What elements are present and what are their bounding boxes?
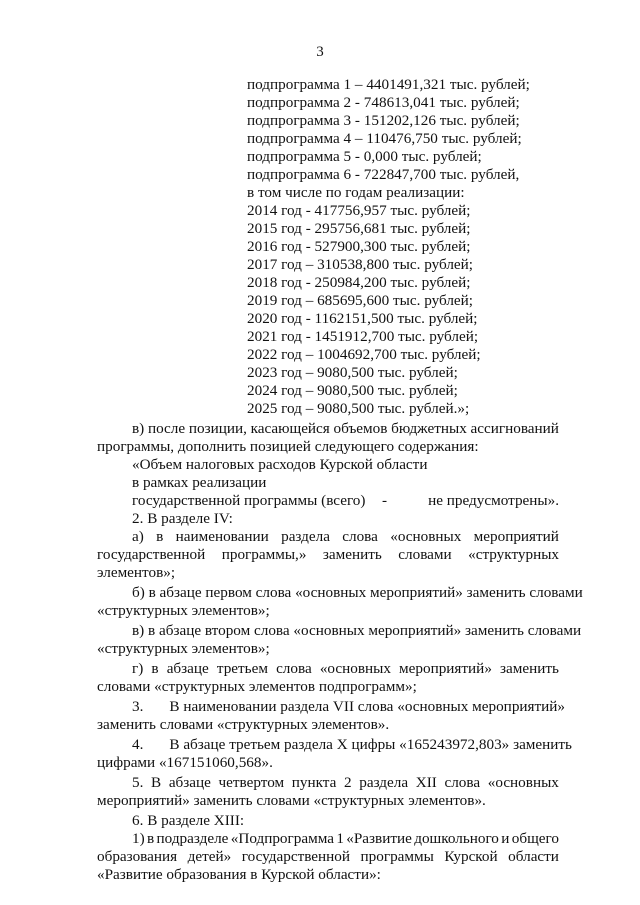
year-line: 2014 год - 417756,957 тыс. рублей; — [247, 202, 471, 219]
year-line: 2021 год - 1451912,700 тыс. рублей; — [247, 328, 479, 345]
year-line: 2015 год - 295756,681 тыс. рублей; — [247, 220, 471, 237]
para-2d-line1: г) в абзаце третьем слова «основных мероприятий» заменить — [132, 660, 559, 677]
subprogram-line: подпрограмма 3 - 151202,126 тыс. рублей; — [247, 112, 520, 129]
quote-line1: «Объем налоговых расходов Курской области — [132, 456, 428, 473]
years-intro: в том числе по годам реализации: — [247, 184, 465, 201]
subprogram-line: подпрограмма 4 – 110476,750 тыс. рублей; — [247, 130, 522, 147]
para-4-line1: 4. В абзаце третьем раздела X цифры «165243972,803» заменить — [132, 736, 572, 753]
quote-value: не предусмотрены». — [428, 492, 559, 509]
para-6-line2: образования детей» государственной программы Курской области — [97, 848, 559, 865]
subprogram-line: подпрограмма 5 - 0,000 тыс. рублей; — [247, 148, 482, 165]
subprogram-line: подпрограмма 1 – 4401491,321 тыс. рублей; — [247, 76, 530, 93]
para-2-heading: 2. В разделе IV: — [132, 510, 233, 527]
year-line: 2020 год - 1162151,500 тыс. рублей; — [247, 310, 478, 327]
para-5-line2: мероприятий» заменить словами «структурных элементов». — [97, 792, 486, 809]
year-line: 2025 год – 9080,500 тыс. рублей.»; — [247, 400, 470, 417]
para-6-line3: «Развитие образования в Курской области»: — [97, 866, 381, 883]
year-line: 2023 год – 9080,500 тыс. рублей; — [247, 364, 458, 381]
para-3-line2: заменить словами «структурных элементов». — [97, 716, 390, 733]
para-2c-line2: «структурных элементов»; — [97, 640, 270, 657]
para-2b-line2: «структурных элементов»; — [97, 602, 270, 619]
para-2a-line3: элементов»; — [97, 564, 176, 581]
year-line: 2024 год – 9080,500 тыс. рублей; — [247, 382, 458, 399]
para-3-line1: 3. В наименовании раздела VII слова «основных мероприятий» — [132, 698, 566, 715]
subprogram-line: подпрограмма 6 - 722847,700 тыс. рублей, — [247, 166, 520, 183]
para-v-line2: программы, дополнить позицией следующего содержания: — [97, 438, 479, 455]
para-v-line1: в) после позиции, касающейся объемов бюджетных ассигнований — [132, 420, 559, 437]
para-2c-line1: в) в абзаце втором слова «основных мероприятий» заменить словами — [132, 622, 582, 639]
para-5-line1: 5. В абзаце четвертом пункта 2 раздела XII слова «основных — [132, 774, 559, 791]
para-6-line1: 1) в подразделе «Подпрограмма 1 «Развитие дошкольного и общего — [132, 830, 559, 847]
quote-dash: - — [382, 492, 388, 509]
para-6-heading: 6. В разделе XIII: — [132, 812, 245, 829]
quote-line3 — [132, 492, 559, 510]
year-line: 2017 год – 310538,800 тыс. рублей; — [247, 256, 474, 273]
year-line: 2022 год – 1004692,700 тыс. рублей; — [247, 346, 481, 363]
para-2b-line1: б) в абзаце первом слова «основных мероприятий» заменить словами — [132, 584, 583, 601]
subprogram-line: подпрограмма 2 - 748613,041 тыс. рублей; — [247, 94, 520, 111]
quote-program-label: государственной программы (всего) — [132, 492, 366, 509]
year-line: 2016 год - 527900,300 тыс. рублей; — [247, 238, 471, 255]
para-2d-line2: словами «структурных элементов подпрограмм»; — [97, 678, 417, 695]
para-2a-line2: государственной программы,» заменить словами «структурных — [97, 546, 559, 563]
year-line: 2019 год – 685695,600 тыс. рублей; — [247, 292, 474, 309]
para-2a-line1: а) в наименовании раздела слова «основных мероприятий — [132, 528, 559, 545]
para-4-line2: цифрами «167151060,568». — [97, 754, 273, 771]
quote-line2: в рамках реализации — [132, 474, 267, 491]
page-number: 3 — [316, 44, 324, 60]
year-line: 2018 год - 250984,200 тыс. рублей; — [247, 274, 471, 291]
